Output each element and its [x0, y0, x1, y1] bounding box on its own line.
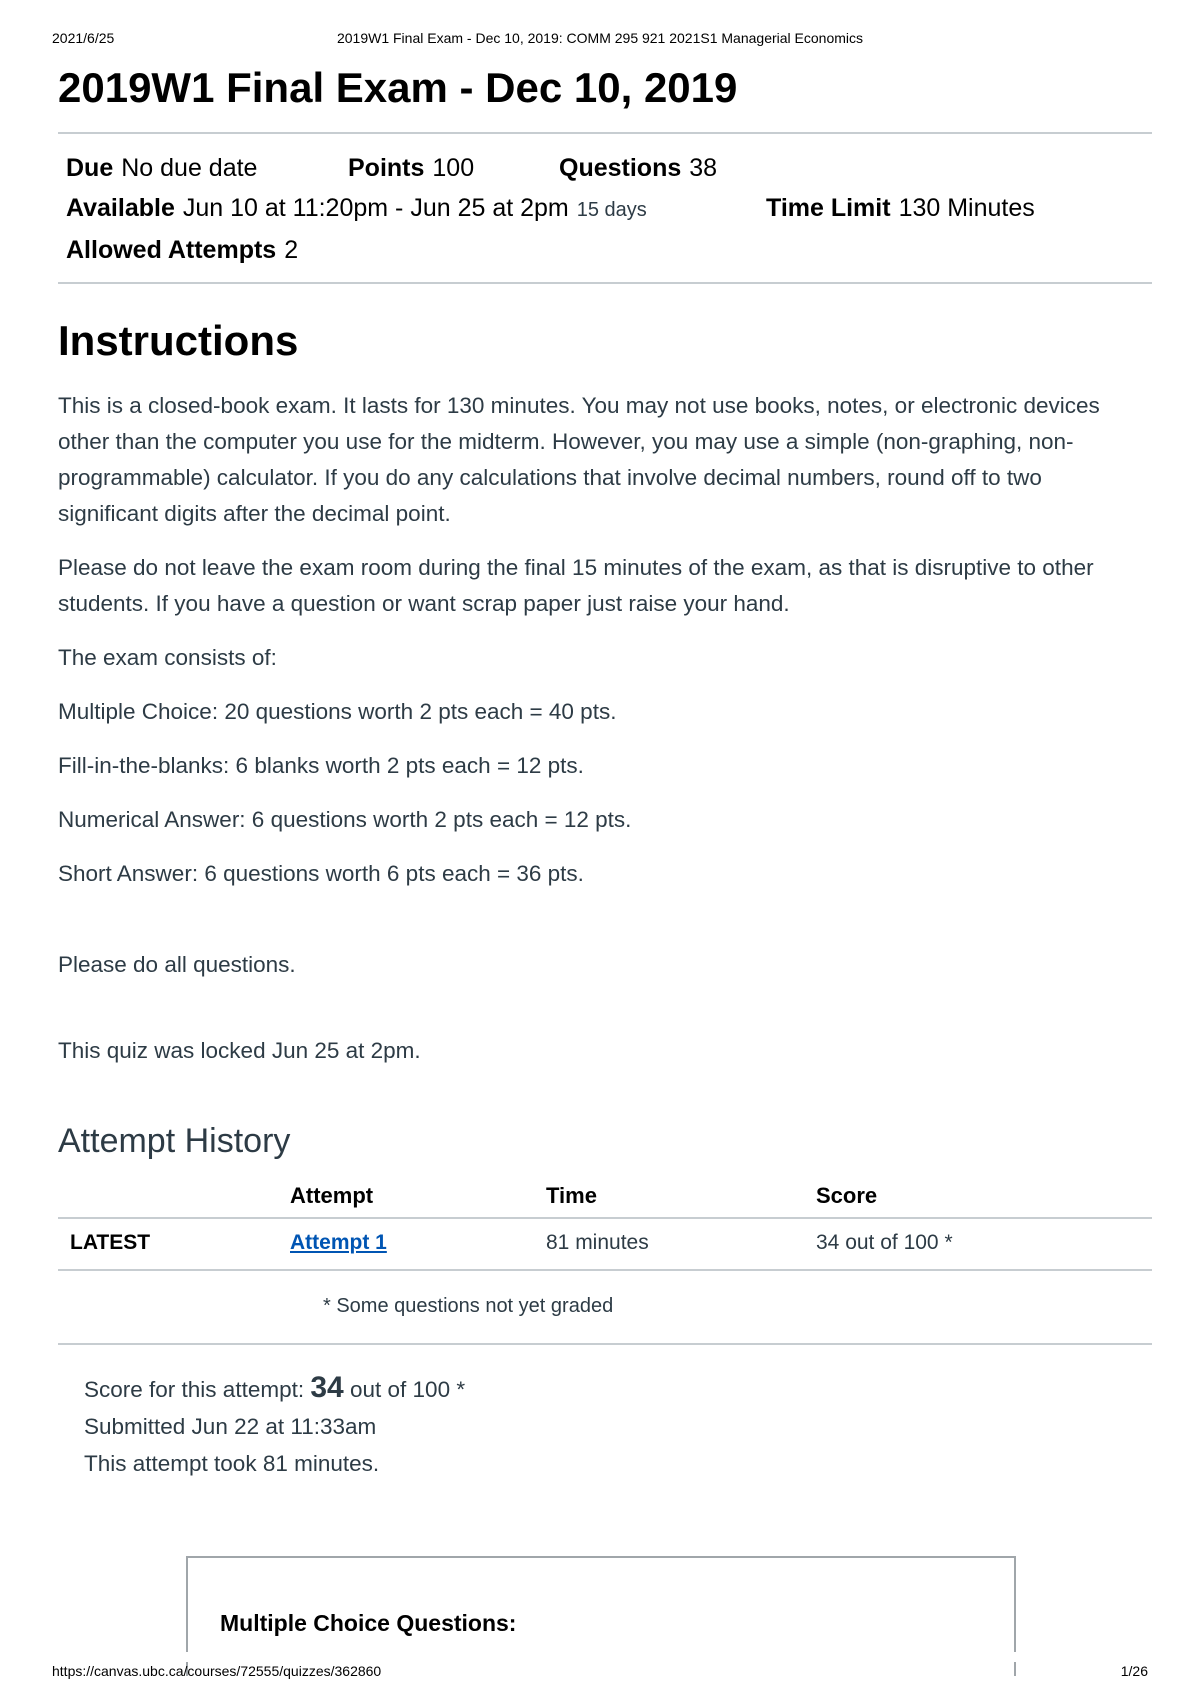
- divider: [58, 282, 1152, 284]
- score-suffix: out of 100 *: [350, 1377, 466, 1402]
- submitted-line: Submitted Jun 22 at 11:33am: [84, 1414, 377, 1439]
- allowed-attempts-label: Allowed Attempts: [66, 236, 277, 264]
- section-title: Multiple Choice Questions:: [220, 1610, 517, 1636]
- quiz-details: [58, 134, 1152, 282]
- points-label: Points: [348, 154, 425, 182]
- score-line: [84, 1369, 1152, 1408]
- table-row: [58, 1218, 1152, 1270]
- divider: [58, 1343, 1152, 1345]
- instructions-paragraph: This is a closed-book exam. It lasts for 130 minutes. You may not use books, notes, or electronic devices other than the computer you use for the midterm. However, you may use a simple (non-graphing, non-programmable) calculator. If you do any calculations that involve decimal numbers, round off to two significant digits after the decimal point.: [58, 393, 1100, 526]
- exam-consists: The exam consists of:: [58, 645, 277, 670]
- ungraded-note: * Some questions not yet graded: [323, 1295, 614, 1317]
- score-cell: 34 out of 100 *: [816, 1218, 1152, 1270]
- print-page-title: 2019W1 Final Exam - Dec 10, 2019: COMM 295 921 2021S1 Managerial Economics: [336, 30, 864, 46]
- print-header: [52, 30, 1148, 48]
- column-header: [58, 1177, 290, 1218]
- available-value: Jun 10 at 11:20pm - Jun 25 at 2pm: [182, 194, 569, 222]
- column-header: Attempt: [290, 1177, 546, 1218]
- available-days: 15 days: [576, 199, 647, 221]
- attempt-history-heading: Attempt History: [58, 1122, 291, 1160]
- print-footer: [52, 1663, 1148, 1681]
- points-value: 100: [432, 154, 475, 182]
- quiz-title: 2019W1 Final Exam - Dec 10, 2019: [58, 64, 738, 111]
- column-header: Score: [816, 1177, 1152, 1218]
- available-label: Available: [66, 194, 175, 222]
- locked-note: This quiz was locked Jun 25 at 2pm.: [58, 1038, 421, 1063]
- time-cell: 81 minutes: [546, 1218, 816, 1270]
- duration-line: This attempt took 81 minutes.: [84, 1451, 380, 1476]
- attempt-link[interactable]: Attempt 1: [290, 1231, 387, 1254]
- questions-value: 38: [689, 154, 718, 182]
- print-date: 2021/6/25: [52, 30, 115, 46]
- attempt-history-table: [58, 1177, 1152, 1271]
- available-field: [66, 188, 766, 230]
- page-number: 1/26: [1120, 1663, 1148, 1679]
- attempt-summary: [84, 1369, 1152, 1482]
- column-header: Time: [546, 1177, 816, 1218]
- print-url: https://canvas.ubc.ca/courses/72555/quizzes/362860: [52, 1663, 382, 1679]
- score-prefix: Score for this attempt:: [84, 1377, 305, 1402]
- allowed-attempts-field: [66, 230, 298, 270]
- time-limit-field: [766, 188, 1035, 230]
- time-limit-value: 130 Minutes: [898, 194, 1035, 222]
- allowed-attempts-value: 2: [284, 236, 299, 264]
- instructions-heading: Instructions: [58, 317, 299, 364]
- due-value: No due date: [121, 154, 258, 182]
- exam-part-fib: Fill-in-the-blanks: 6 blanks worth 2 pts each = 12 pts.: [58, 753, 584, 778]
- exam-part-mc: Multiple Choice: 20 questions worth 2 pts each = 40 pts.: [58, 699, 617, 724]
- do-all-note: Please do all questions.: [58, 952, 296, 977]
- due-field: [66, 148, 348, 188]
- score-value: 34: [310, 1371, 344, 1404]
- latest-tag: LATEST: [58, 1218, 290, 1270]
- exam-part-short: Short Answer: 6 questions worth 6 pts each = 36 pts.: [58, 861, 584, 886]
- quiz-content: [58, 60, 1152, 1482]
- table-header-row: [58, 1177, 1152, 1218]
- attempt-cell: [290, 1218, 546, 1270]
- instructions-paragraph: Please do not leave the exam room during the final 15 minutes of the exam, as that is disruptive to other students. If you have a question or want scrap paper just raise your hand.: [58, 555, 1094, 616]
- exam-part-numerical: Numerical Answer: 6 questions worth 2 pts each = 12 pts.: [58, 807, 632, 832]
- questions-field: [559, 148, 717, 188]
- due-label: Due: [66, 154, 114, 182]
- questions-label: Questions: [559, 154, 682, 182]
- time-limit-label: Time Limit: [766, 194, 891, 222]
- points-field: [348, 148, 559, 188]
